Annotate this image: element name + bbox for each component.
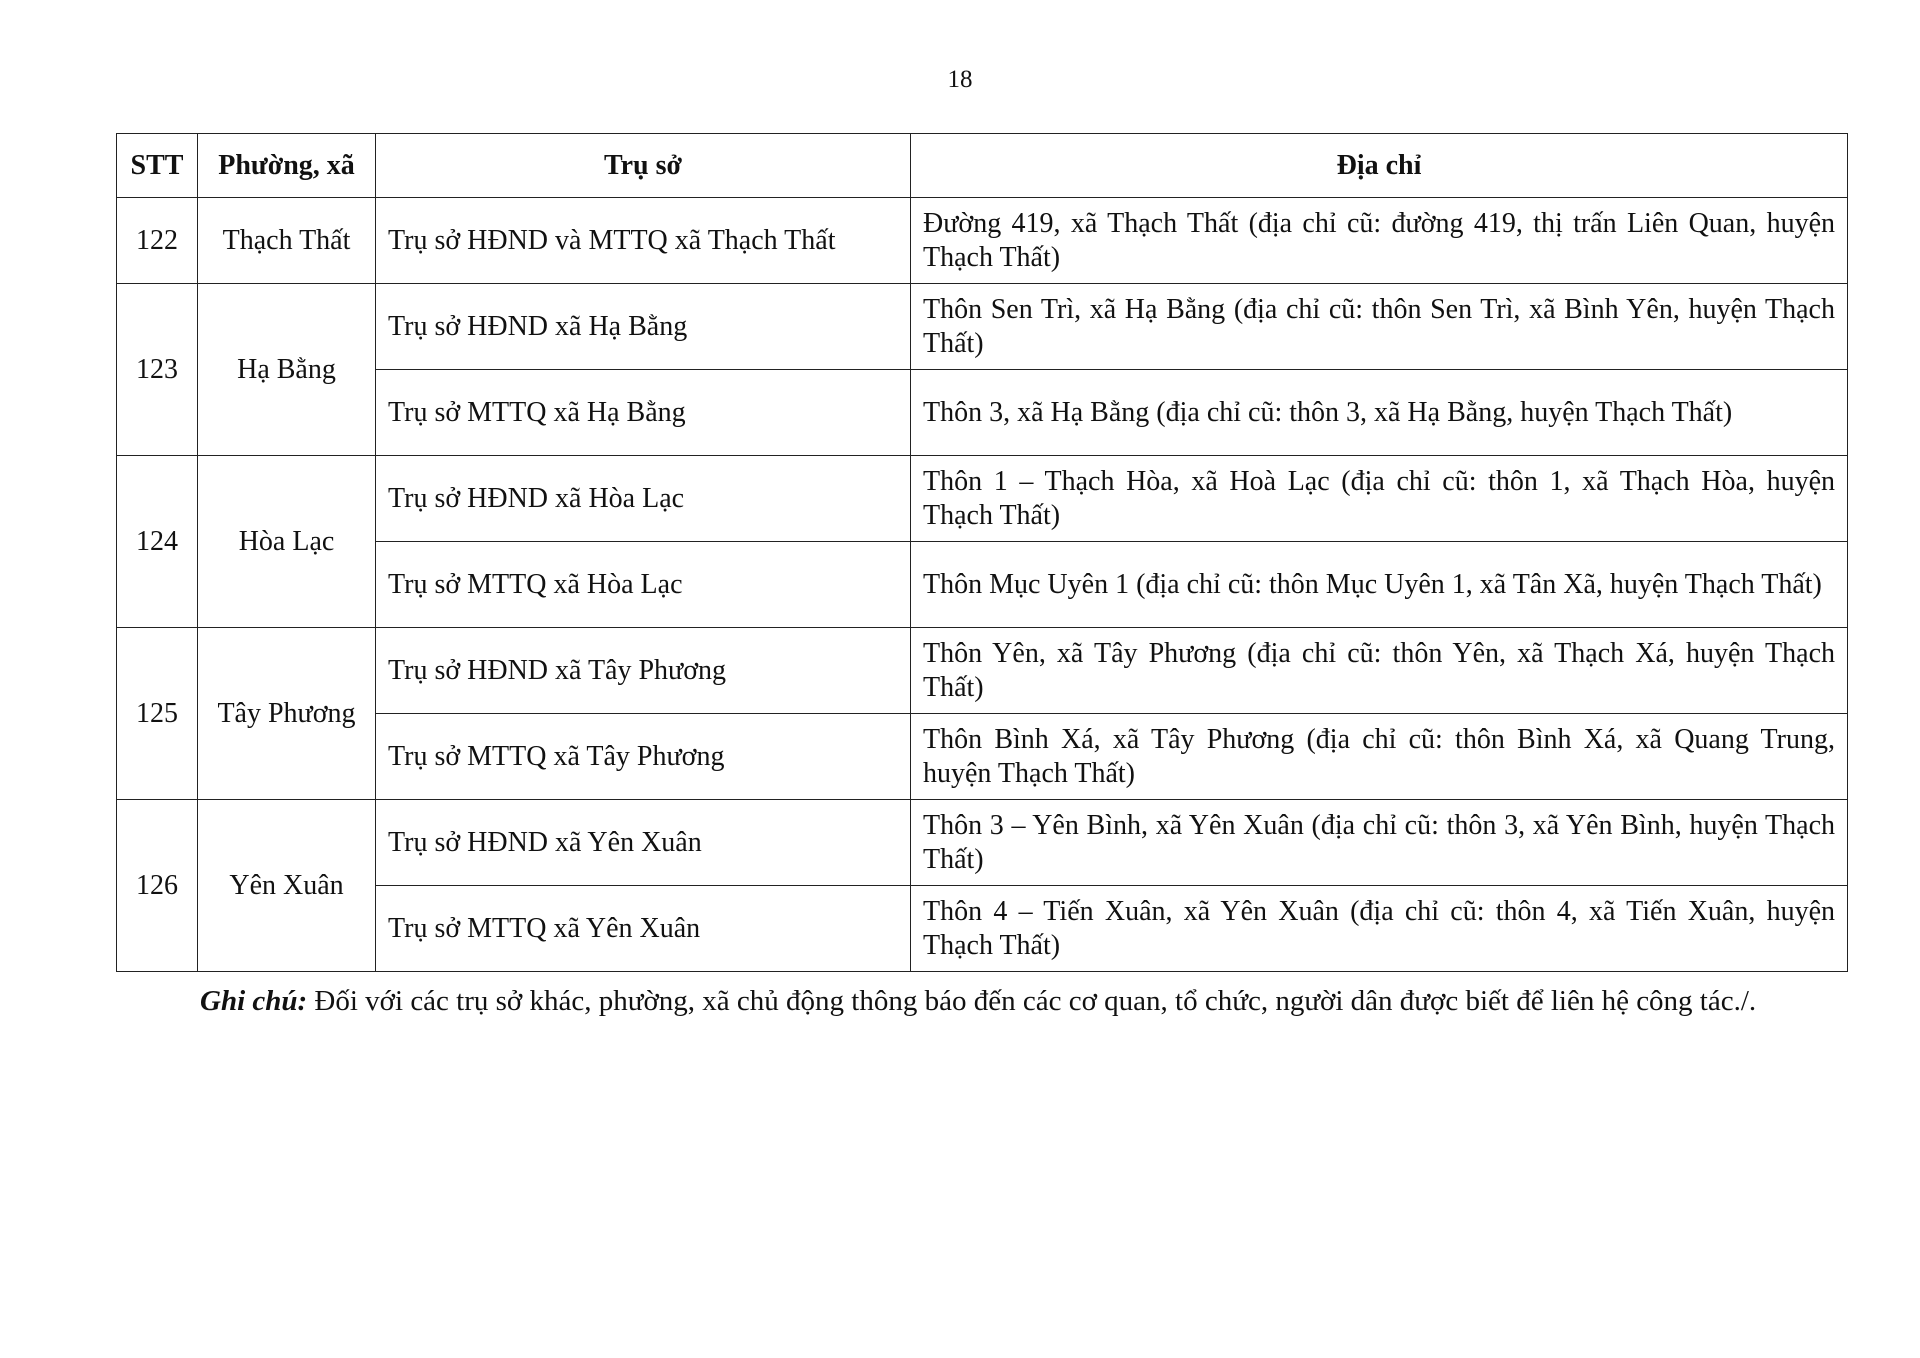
address-cell: Thôn Sen Trì, xã Hạ Bằng (địa chỉ cũ: thôn Sen Trì, xã Bình Yên, huyện Thạch Thất)	[911, 284, 1848, 370]
office-cell: Trụ sở HĐND xã Hòa Lạc	[376, 456, 911, 542]
ward-cell: Yên Xuân	[198, 800, 376, 972]
address-cell: Đường 419, xã Thạch Thất (địa chỉ cũ: đường 419, thị trấn Liên Quan, huyện Thạch Thất)	[911, 198, 1848, 284]
address-cell: Thôn 3, xã Hạ Bằng (địa chỉ cũ: thôn 3, xã Hạ Bằng, huyện Thạch Thất)	[911, 370, 1848, 456]
header-address: Địa chỉ	[911, 134, 1848, 198]
header-office: Trụ sở	[376, 134, 911, 198]
office-cell: Trụ sở MTTQ xã Hạ Bằng	[376, 370, 911, 456]
office-cell: Trụ sở HĐND xã Yên Xuân	[376, 800, 911, 886]
table-header-row	[117, 134, 1848, 198]
address-cell: Thôn Yên, xã Tây Phương (địa chỉ cũ: thôn Yên, xã Thạch Xá, huyện Thạch Thất)	[911, 628, 1848, 714]
ward-cell: Tây Phương	[198, 628, 376, 800]
table-row	[117, 628, 1848, 714]
office-cell: Trụ sở HĐND xã Tây Phương	[376, 628, 911, 714]
table-row	[117, 714, 1848, 800]
ward-cell: Hạ Bằng	[198, 284, 376, 456]
page-number: 18	[947, 66, 973, 93]
table-row	[117, 800, 1848, 886]
header-stt: STT	[117, 134, 198, 198]
stt-cell: 126	[117, 800, 198, 972]
ward-cell: Hòa Lạc	[198, 456, 376, 628]
header-ward: Phường, xã	[198, 134, 376, 198]
office-cell: Trụ sở HĐND và MTTQ xã Thạch Thất	[376, 198, 911, 284]
footnote	[116, 982, 1806, 1020]
table-row	[117, 542, 1848, 628]
stt-cell: 123	[117, 284, 198, 456]
address-cell: Thôn 4 – Tiến Xuân, xã Yên Xuân (địa chỉ cũ: thôn 4, xã Tiến Xuân, huyện Thạch Thất)	[911, 886, 1848, 972]
address-cell: Thôn Bình Xá, xã Tây Phương (địa chỉ cũ: thôn Bình Xá, xã Quang Trung, huyện Thạch Thất)	[911, 714, 1848, 800]
table-row	[117, 198, 1848, 284]
office-cell: Trụ sở MTTQ xã Yên Xuân	[376, 886, 911, 972]
office-cell: Trụ sở HĐND xã Hạ Bằng	[376, 284, 911, 370]
table-row	[117, 456, 1848, 542]
ward-cell: Thạch Thất	[198, 198, 376, 284]
office-address-table	[116, 133, 1848, 972]
stt-cell: 122	[117, 198, 198, 284]
table-row	[117, 886, 1848, 972]
table-row	[117, 284, 1848, 370]
office-cell: Trụ sở MTTQ xã Hòa Lạc	[376, 542, 911, 628]
office-cell: Trụ sở MTTQ xã Tây Phương	[376, 714, 911, 800]
address-cell: Thôn 3 – Yên Bình, xã Yên Xuân (địa chỉ cũ: thôn 3, xã Yên Bình, huyện Thạch Thất)	[911, 800, 1848, 886]
address-cell: Thôn Mục Uyên 1 (địa chỉ cũ: thôn Mục Uyên 1, xã Tân Xã, huyện Thạch Thất)	[911, 542, 1848, 628]
stt-cell: 125	[117, 628, 198, 800]
footnote-text: Đối với các trụ sở khác, phường, xã chủ động thông báo đến các cơ quan, tổ chức, người dân được biết để liên hệ công tác./.	[307, 985, 1757, 1017]
address-cell: Thôn 1 – Thạch Hòa, xã Hoà Lạc (địa chỉ cũ: thôn 1, xã Thạch Hòa, huyện Thạch Thất)	[911, 456, 1848, 542]
table-row	[117, 370, 1848, 456]
footnote-label: Ghi chú:	[200, 985, 308, 1017]
stt-cell: 124	[117, 456, 198, 628]
